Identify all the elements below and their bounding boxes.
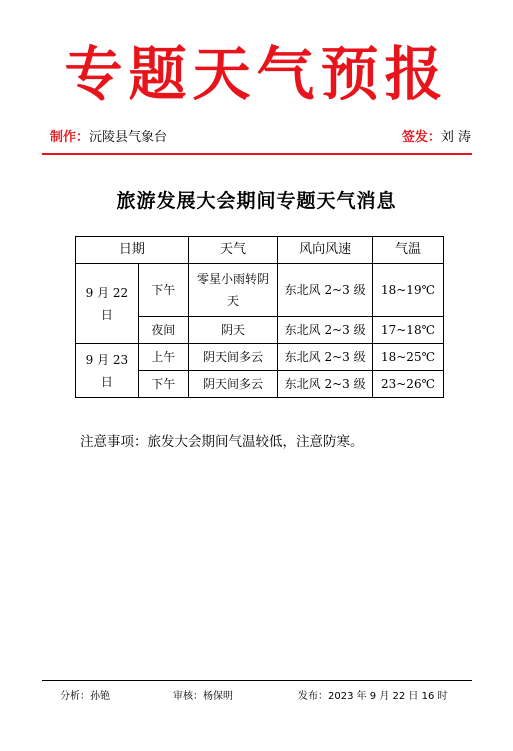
- period-cell: 上午: [138, 344, 188, 371]
- header-wind: 风向风速: [278, 237, 373, 264]
- period-cell: 下午: [138, 371, 188, 398]
- banner-title: 专题天气预报: [64, 40, 449, 108]
- temp-cell: 23~26℃: [373, 371, 444, 398]
- date-cell: 9 月 22 日: [76, 264, 139, 344]
- signer-label: 签发：: [401, 130, 441, 145]
- temp-cell: 18~19℃: [373, 264, 444, 317]
- producer-label: 制作：: [50, 130, 90, 145]
- weather-cell: 阴天: [188, 317, 278, 344]
- wind-cell: 东北风 2~3 级: [278, 264, 373, 317]
- producer-value: 沅陵县气象台: [89, 130, 168, 145]
- weather-cell: 阴天间多云: [188, 371, 278, 398]
- wind-cell: 东北风 2~3 级: [278, 371, 373, 398]
- header-temp: 气温: [373, 237, 444, 264]
- table-header-row: [76, 237, 444, 264]
- footer-divider: [42, 680, 472, 681]
- footer-analyst: 分析：孙铯: [60, 691, 110, 702]
- header-date: 日期: [76, 237, 189, 264]
- signer-value: 刘 涛: [440, 130, 471, 145]
- notice-text: 注意事项：旅发大会期间气温较低，注意防寒。: [80, 434, 364, 450]
- header-divider: [42, 153, 472, 155]
- footer-issued: 发布：2023 年 9 月 22 日 16 时: [298, 691, 448, 702]
- forecast-table: [75, 236, 444, 398]
- meta-row: [50, 128, 471, 148]
- weather-cell: 零星小雨转阴天: [188, 264, 278, 317]
- footer-reviewer: 审核：杨保明: [173, 691, 233, 702]
- weather-cell: 阴天间多云: [188, 344, 278, 371]
- date-cell: 9 月 23 日: [76, 344, 139, 398]
- temp-cell: 18~25℃: [373, 344, 444, 371]
- document-title: 旅游发展大会期间专题天气消息: [116, 190, 397, 212]
- header-weather: 天气: [188, 237, 278, 264]
- table-row: [76, 264, 444, 317]
- temp-cell: 17~18℃: [373, 317, 444, 344]
- signer-block: [402, 128, 471, 148]
- period-cell: 下午: [138, 264, 188, 317]
- producer-block: [50, 128, 167, 148]
- footer: [60, 689, 453, 705]
- period-cell: 夜间: [138, 317, 188, 344]
- wind-cell: 东北风 2~3 级: [278, 344, 373, 371]
- table-row: [76, 344, 444, 371]
- wind-cell: 东北风 2~3 级: [278, 317, 373, 344]
